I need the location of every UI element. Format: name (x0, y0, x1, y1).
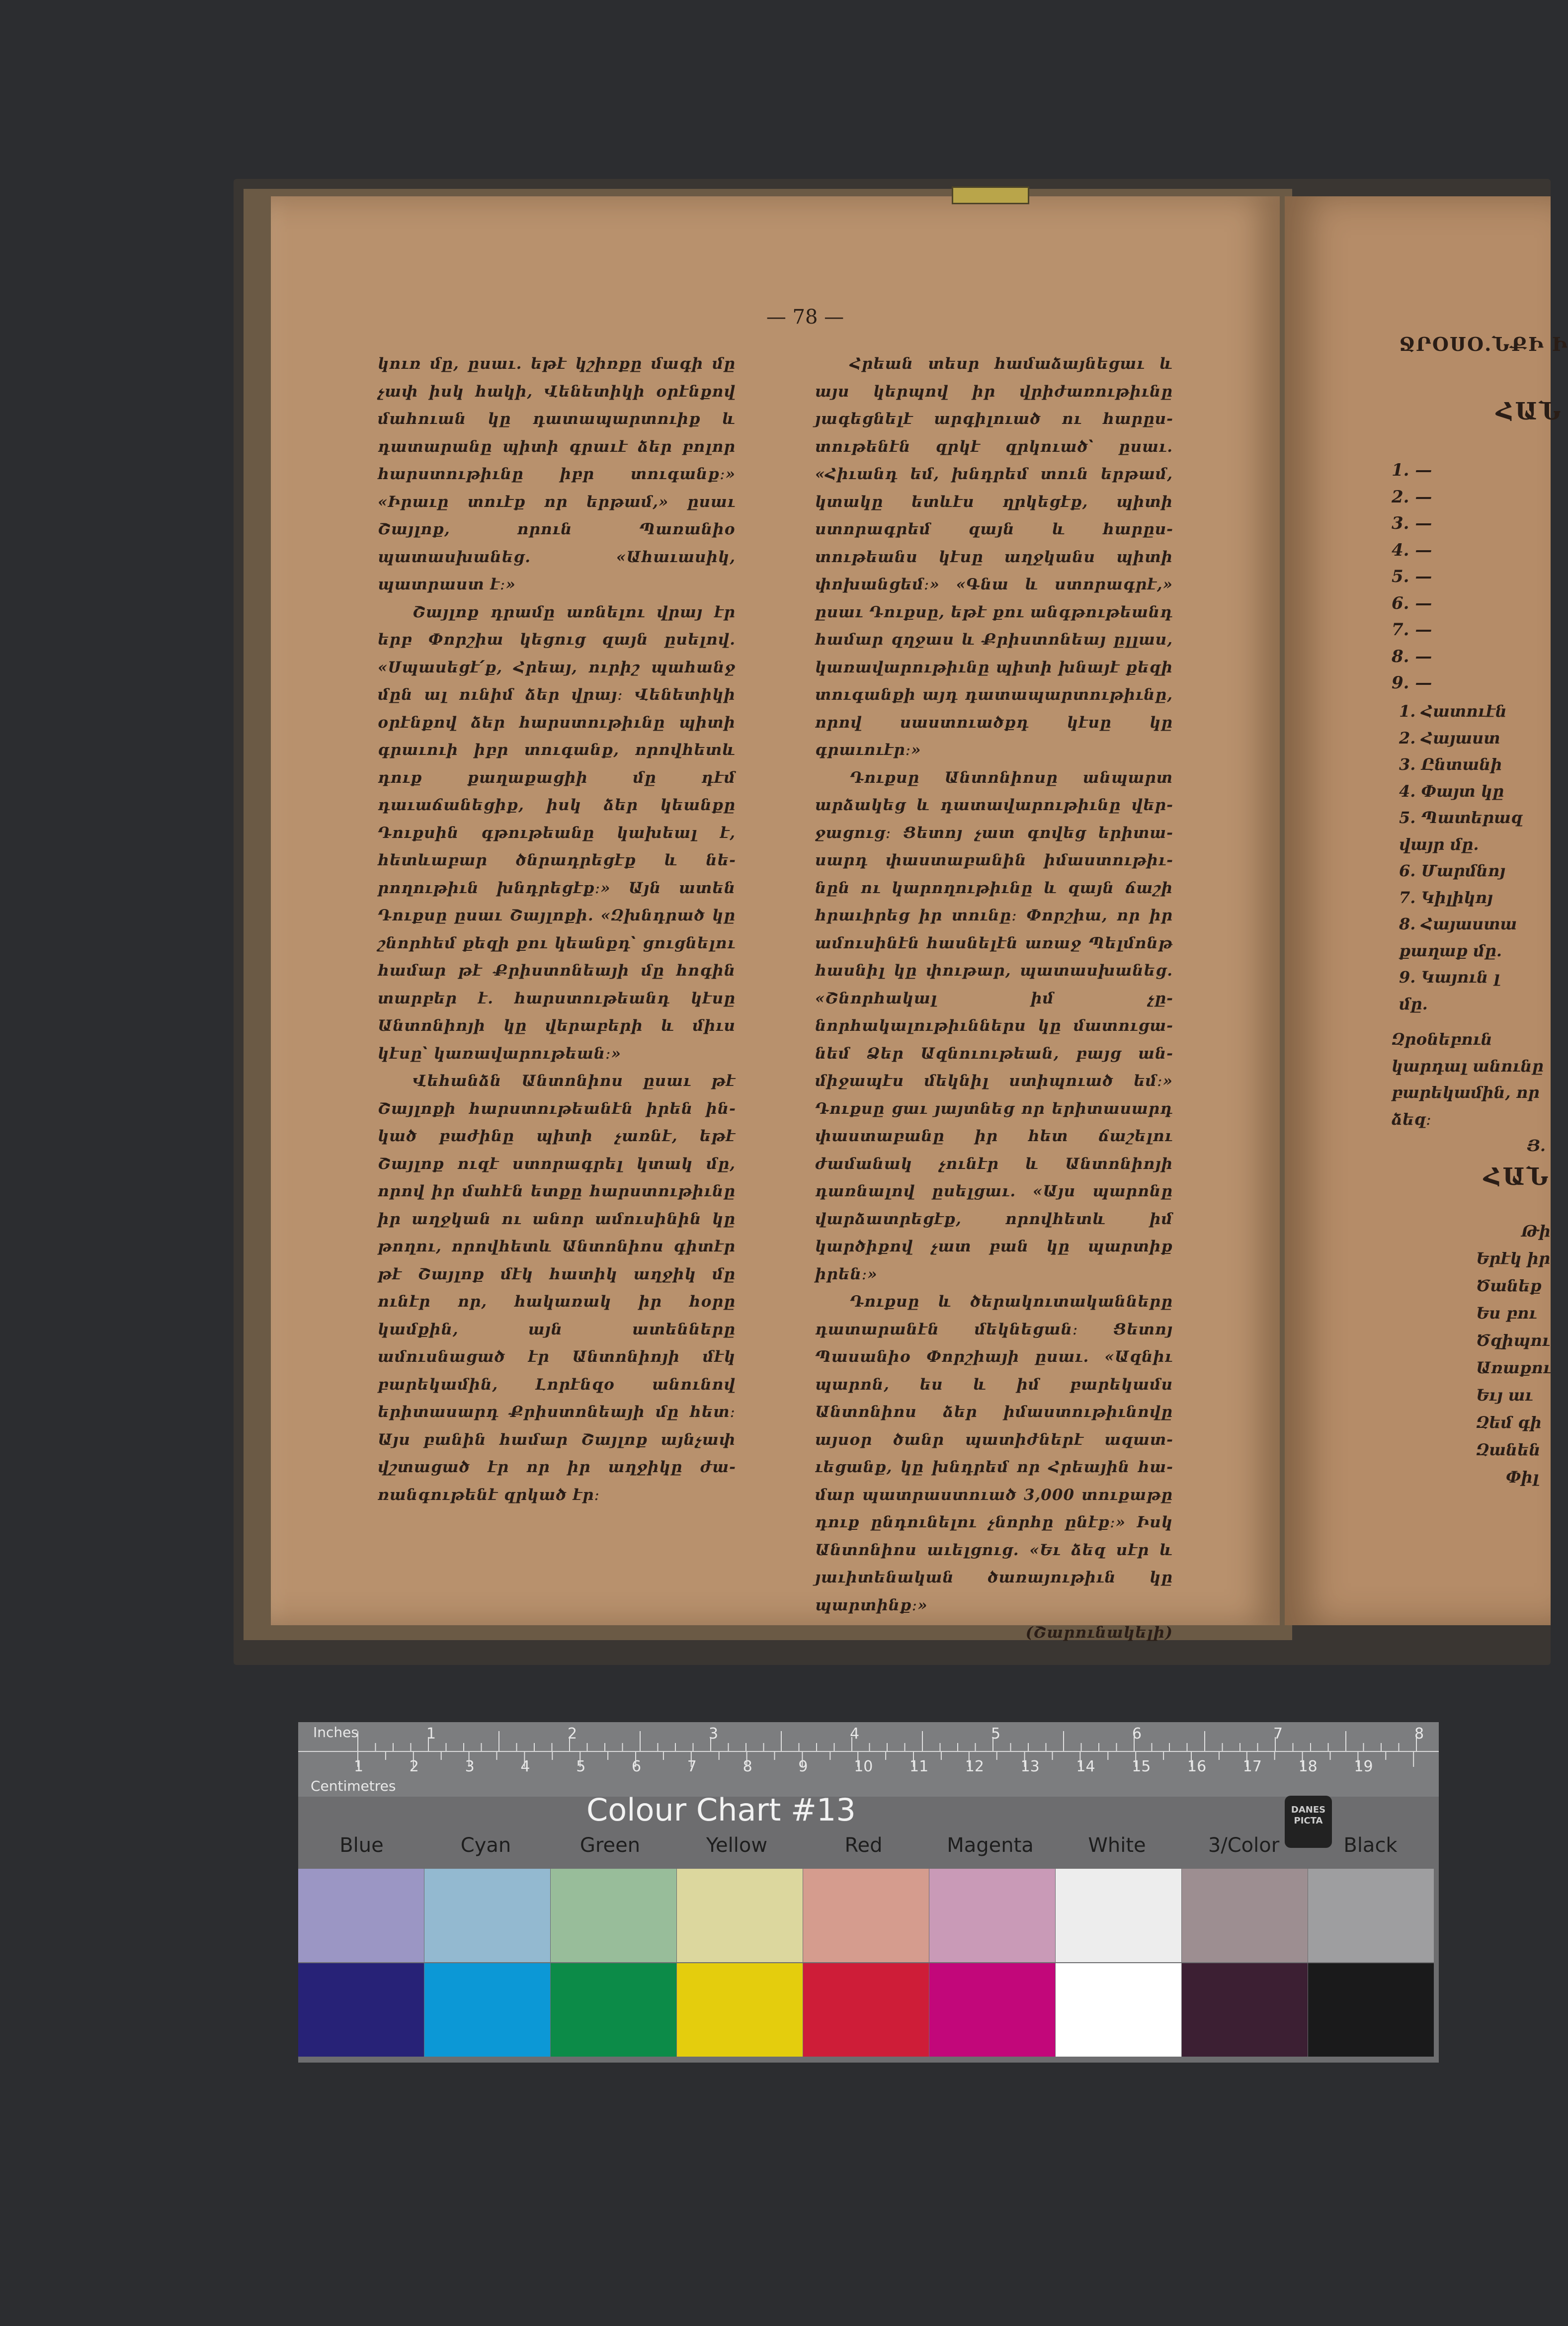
list-item: 3. Ընտանի (1399, 755, 1502, 774)
cm-number: 15 (1132, 1758, 1151, 1775)
left-text-column (378, 350, 736, 1509)
inch-number: 3 (709, 1725, 719, 1743)
list-item: 3. — (1392, 513, 1432, 533)
swatch-label-red: Red (844, 1834, 883, 1857)
measurement-ruler (298, 1722, 1439, 1797)
text-line: Ես բու (1476, 1304, 1537, 1323)
inch-number: 6 (1132, 1725, 1142, 1743)
text-line: Առաքու (1476, 1358, 1551, 1377)
list-item: 6. — (1392, 593, 1432, 613)
text-line: Թի (1521, 1222, 1551, 1241)
list-item: 7. Կիլիկոյ (1399, 888, 1493, 907)
swatch-light-blue (298, 1869, 424, 1962)
cm-number: 10 (854, 1758, 873, 1775)
cm-number: 16 (1187, 1758, 1207, 1775)
cm-number: 4 (520, 1758, 530, 1775)
text-line: Ծզիպու (1476, 1331, 1550, 1350)
chart-title: Colour Chart #13 (586, 1792, 856, 1828)
swatch-dark-magenta (929, 1963, 1055, 2057)
text-line: կարդալ անունը (1392, 1056, 1544, 1076)
right-text-column (815, 350, 1173, 1647)
cm-number: 6 (632, 1758, 642, 1775)
text-line: ձեզ։ (1392, 1109, 1431, 1129)
colour-chart (298, 1722, 1439, 2063)
text-line: Ծանեք (1476, 1276, 1542, 1295)
list-item: 8. Հայաստա (1399, 914, 1517, 933)
swatch-dark-green (551, 1963, 676, 2057)
swatch-label-yellow: Yellow (706, 1834, 768, 1857)
swatch-label-3color: 3/Color (1208, 1834, 1280, 1857)
inch-number: 7 (1273, 1725, 1283, 1743)
swatch-label-cyan: Cyan (460, 1834, 511, 1857)
list-item: 4. Փայտ կը (1399, 781, 1504, 801)
swatch-dark-yellow (677, 1963, 803, 2057)
colour-swatches (298, 1869, 1439, 2058)
list-item: 6. Մարմնոյ (1399, 861, 1505, 880)
binding-tape (952, 186, 1029, 204)
inch-number: 8 (1414, 1725, 1424, 1743)
cm-number: 5 (576, 1758, 586, 1775)
swatch-dark-black (1308, 1963, 1434, 2057)
swatch-light-red (803, 1869, 929, 1962)
swatch-labels (298, 1834, 1439, 1864)
inch-number: 1 (426, 1725, 436, 1743)
swatch-label-blue: Blue (339, 1834, 384, 1857)
paragraph: կուռ մը, ըսաւ. եթէ կշիռքը մագի մը չափ իսկ հակի, Վենետիկի օրէնքով մահուան կը դատապարտուիք և դատարանը պիտի գրաւէ ձեր բոլոր հարստութիւնը իբր տուգանք։» «Իրաւը տուէք որ երթամ,» ըսաւ Շայլոք, որուն Պառանիօ պատասխանեց. «Ահաւասիկ, պատրաստ է։» (378, 355, 736, 593)
text-line: Փիլ (1506, 1468, 1539, 1487)
text-line: Զրօնեբուն (1392, 1030, 1492, 1049)
cm-number: 17 (1242, 1758, 1262, 1775)
swatch-label-black: Black (1343, 1834, 1398, 1857)
cm-number: 9 (798, 1758, 808, 1775)
swatch-dark-red (803, 1963, 929, 2057)
swatch-label-white: White (1088, 1834, 1146, 1857)
paragraph: Շայլոք դրամը առնելու վրայ էր երբ Փորշիա կեցուց զայն ըսելով. «Սպասեցէ՛ք, Հրեայ, ուրիշ պահանջ մըն ալ ունիմ ձեր վրայ։ Վենետիկի օրէնքով ձեր հարստութիւնը պիտի գրաւուի իբր տուգանք, որովհետև դուք քաղաքացիի մը դէմ դաւաճանեցիք, իսկ ձեր կեանքը Դուքսին գթութեանը կախեալ է, հետևաբար ծնրադրեցէք և ներողութիւն խնդրեցէք։» Այն ատեն Դուքսը ըսաւ Շայլոքի. «Զխնդրած կը շնորհեմ քեզի քու կեանքդ՝ ցուցնելու համար թէ Քրիստոնեայի մը հոգին տարբեր է. հարստութեանդ կէսը Անտոնիոյի կը վերաբերի և միւս կէսը՝ կառավարութեան։» (378, 603, 736, 1063)
swatch-dark-3color (1182, 1963, 1308, 2057)
swatch-dark-blue (298, 1963, 424, 2057)
cm-number: 13 (1020, 1758, 1040, 1775)
paragraph: Հրեան տեսր համաձայնեցաւ և այս կերպով իր վրիժառութիւնը յագեցնելէ արգիլուած ու հարըստութենէն զրկէ զրկուած՝ ըսաւ. «Հիւանդ եմ, խնդրեմ տուն երթամ, կտակը ետևէս ղրկեցէք, պիտի ստորագրեմ զայն և հարըստութեանս կէսը աղջկանս պիտի փոխանցեմ։» «Գնա և ստորագրէ,» ըսաւ Դուքսը, եթէ քու անգթութեանդ համար զղջաս և Քրիստոնեայ ըլլաս, կառավարութիւնը պիտի խնայէ քեզի տուգանքի այդ դատապարտութիւնը, որով սաստուածքդ կէսը կը գրաւուէր։» (815, 355, 1173, 759)
right-page-question-list (1399, 698, 1551, 1017)
paragraph: Դուքսը Անտոնիոսը անպարտ արձակեց և դատավարութիւնը վերջացուց։ Ցետոյ չատ գովեց երիտասարդ փաստաբանին իմաստութիւնըն ու կարողութիւնը և զայն ճաշի հրաւիրեց իր տունը։ Փորշիա, որ իր ամուսինէն հասնելէն առաջ Պելմոնթ հասնիլ կը փութար, պատասխանեց. «Շնորհակալ իմ չընորհակալութիւններս կը մատուցանեմ Ձեր Ազնուութեան, բայց անմիջապէս մեկնիլ ստիպուած եմ։» Դուքսը ցաւ յայտնեց որ երիտասարդ փաստաբանը իր հետ ճաշելու ժամանակ չունէր և Անտոնիոյի դառնալով ըսելցաւ. «Այս պարոնը վարձատրեցէք, որովհետև իմ կարծիքով չատ բան կը պարտիք իրեն։» (815, 768, 1173, 1283)
cm-number: 7 (687, 1758, 697, 1775)
list-item: 9. Կայուն լ (1399, 968, 1500, 987)
right-page-paragraph (1392, 1026, 1551, 1160)
list-item: 1. Հատուէն (1399, 702, 1507, 721)
cm-number: 2 (409, 1758, 419, 1775)
cm-number: 14 (1076, 1758, 1095, 1775)
right-page-heading: ՀԱՆ (1496, 398, 1563, 425)
list-item: 2. — (1392, 487, 1432, 507)
continuation-note: (Շարունակելի) (1025, 1624, 1173, 1642)
swatch-label-green: Green (579, 1834, 641, 1857)
text-line: Եւյ աւ (1476, 1386, 1533, 1405)
cm-number: 8 (743, 1758, 752, 1775)
swatch-dark-cyan (424, 1963, 550, 2057)
text-line: Երէկ իր (1476, 1249, 1551, 1268)
list-item: 1. — (1392, 460, 1432, 480)
right-page-blank-list (1392, 457, 1551, 697)
centimetres-label: Centimetres (311, 1778, 396, 1794)
list-item: քաղաք մը. (1399, 941, 1502, 960)
text-line: Յ. (1527, 1136, 1546, 1155)
danes-picta-logo: DANES PICTA (1285, 1796, 1332, 1848)
list-item: 5. Պատերազ (1399, 808, 1523, 827)
swatch-light-black (1308, 1869, 1434, 1962)
text-line: Զեմ գի (1476, 1413, 1542, 1432)
list-item: 8. — (1392, 646, 1432, 666)
list-item: 7. — (1392, 620, 1432, 640)
cm-number: 11 (909, 1758, 929, 1775)
cm-number: 18 (1298, 1758, 1318, 1775)
page-number: — 78 — (766, 306, 844, 329)
ruler-ticks (298, 1722, 1439, 1797)
swatch-dark-white (1056, 1963, 1181, 2057)
list-item: 4. — (1392, 540, 1432, 560)
paragraph: Դուքսը և ծերակուտականները դատարանէն մեկնեցան։ Ցետոյ Պասանիօ Փորշիայի ըսաւ. «Ազնիւ պարոն, ես և իմ բարեկամս Անտոնիոս ձեր իմաստութիւնովը այսօր ծանր պատիժներէ ազատւեցանք, կը խնդրեմ որ Հրեային համար պատրաստուած 3,000 տուքաթը դուք ընդունելու չնորհը ընէք։» Իսկ Անտոնիոս աւելցուց. «Եւ ձեզ սէր և յաւիտենական ծառայութիւն կը պարտինք։» (815, 1293, 1173, 1614)
list-item: վայր մը. (1399, 834, 1479, 854)
list-item: մը. (1399, 994, 1428, 1013)
list-item: 5. — (1392, 567, 1432, 586)
text-line: Զանեն (1476, 1440, 1541, 1459)
inch-number: 2 (568, 1725, 578, 1743)
list-item: 2. Հայաստ (1399, 728, 1500, 748)
swatch-light-3color (1182, 1869, 1308, 1962)
swatch-label-magenta: Magenta (947, 1834, 1034, 1857)
inch-number: 4 (850, 1725, 860, 1743)
paragraph: Վեհանձն Անտոնիոս ըսաւ թէ Շայլոքի հարստութեանէն իրեն ինկած բաժինը պիտի չառնէ, եթէ Շայլոք ուզէ ստորագրել կտակ մը, որով իր մահէն ետքը հարստութիւնը իր աղջկան ու անոր ամուսինին կը թողու, որովհետև Անտոնիոս գիտէր թէ Շայլոք մէկ հատիկ աղջիկ մը ունէր որ, հակառակ իր հօրը կամքին, այն ատենները ամուսնացած էր Անտոնիոյի մէկ բարեկամին, Լորէնզօ անունով երիտասարդ Քրիստոնեայի մը հետ։ Այս բանին համար Շայլոք այնչափ վշտացած էր որ իր աղջիկը ժառանգութենէ զրկած էր։ (378, 1072, 736, 1504)
list-item: 9. — (1392, 673, 1432, 693)
cm-number: 19 (1354, 1758, 1373, 1775)
right-page-header: ՋՐՕՍՕ.ՆՔԻ Ի (1399, 333, 1568, 355)
text-line: բարեկամին, որ (1392, 1083, 1540, 1102)
swatch-light-magenta (929, 1869, 1055, 1962)
swatch-light-cyan (424, 1869, 550, 1962)
inches-label: Inches (313, 1724, 358, 1741)
right-page-heading-2: ՀԱՆ (1484, 1163, 1550, 1191)
cm-number: 12 (965, 1758, 984, 1775)
swatch-light-white (1056, 1869, 1181, 1962)
cm-number: 1 (354, 1758, 364, 1775)
swatch-light-green (551, 1869, 676, 1962)
swatch-light-yellow (677, 1869, 803, 1962)
inch-number: 5 (991, 1725, 1001, 1743)
right-page-paragraph-2 (1476, 1218, 1551, 1491)
cm-number: 3 (465, 1758, 475, 1775)
